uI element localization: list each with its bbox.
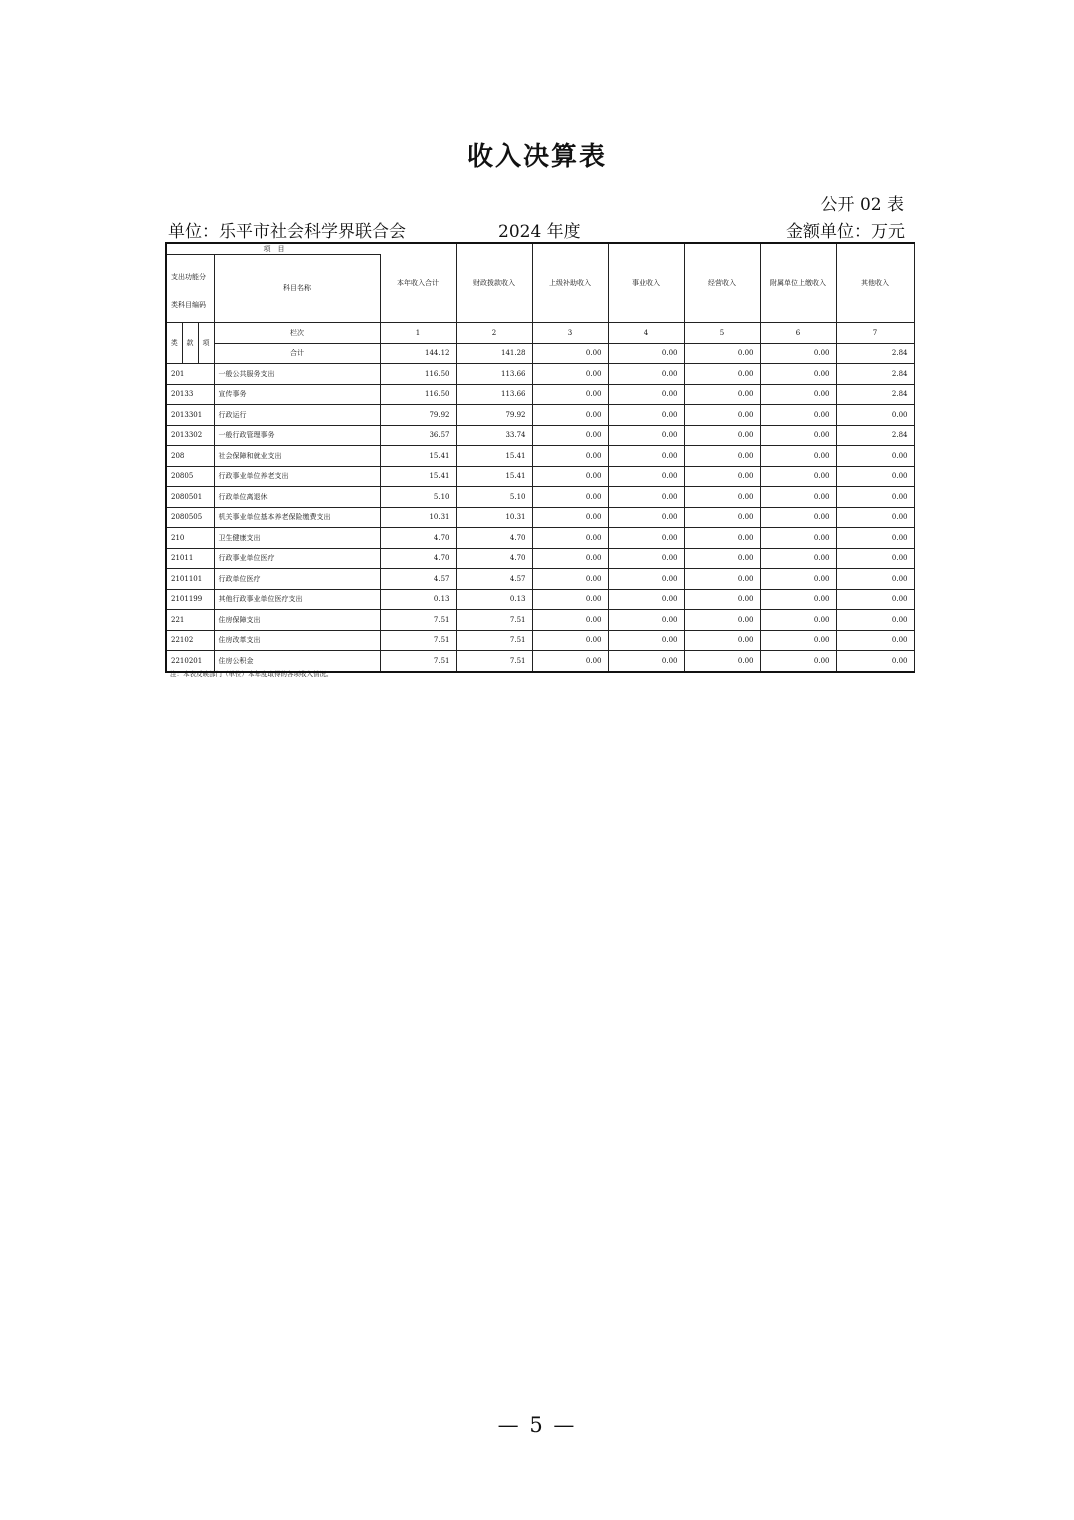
col-header-5: 经营收入	[684, 243, 760, 323]
subject-name: 住房保障支出	[214, 610, 380, 631]
amount-cell: 0.00	[760, 466, 836, 487]
amount-cell: 0.00	[532, 610, 608, 631]
total-value-3: 0.00	[532, 343, 608, 364]
amount-cell: 0.00	[684, 589, 760, 610]
table-row	[166, 405, 914, 426]
table-row	[166, 630, 914, 651]
subject-name: 行政事业单位医疗	[214, 548, 380, 569]
subject-name: 一般公共服务支出	[214, 364, 380, 385]
col-number-7: 7	[836, 323, 914, 344]
col-header-4: 事业收入	[608, 243, 684, 323]
amount-cell: 116.50	[380, 364, 456, 385]
amount-cell: 0.00	[532, 651, 608, 672]
amount-cell: 0.00	[532, 507, 608, 528]
table-note: 注：本表反映部门（单位）本年度取得的各项收入情况。	[170, 670, 333, 678]
amount-cell: 0.00	[608, 487, 684, 508]
income-table	[165, 242, 915, 673]
subject-name: 机关事业单位基本养老保险缴费支出	[214, 507, 380, 528]
amount-cell: 0.00	[608, 446, 684, 467]
amount-cell: 2.84	[836, 425, 914, 446]
subject-name: 一般行政管理事务	[214, 425, 380, 446]
amount-cell: 15.41	[456, 446, 532, 467]
amount-cell: 0.00	[836, 630, 914, 651]
total-value-1: 144.12	[380, 343, 456, 364]
amount-cell: 0.00	[684, 651, 760, 672]
amount-cell: 0.00	[684, 548, 760, 569]
table-row	[166, 446, 914, 467]
col-header-7: 其他收入	[836, 243, 914, 323]
func-class-code-bottom: 类科目编码	[171, 301, 206, 309]
page-title: 收入决算表	[466, 142, 607, 172]
subject-code: 22102	[166, 630, 214, 651]
subject-code: 2013301	[166, 405, 214, 426]
amount-cell: 7.51	[380, 610, 456, 631]
amount-cell: 0.00	[836, 507, 914, 528]
subject-code: 221	[166, 610, 214, 631]
amount-cell: 0.00	[532, 569, 608, 590]
func-class-code-header	[166, 243, 285, 323]
amount-cell: 0.00	[684, 446, 760, 467]
subject-code: 2101199	[166, 589, 214, 610]
amount-cell: 0.00	[760, 507, 836, 528]
amount-cell: 36.57	[380, 425, 456, 446]
amount-cell: 0.00	[532, 384, 608, 405]
subject-code: 2080501	[166, 487, 214, 508]
amount-cell: 5.10	[380, 487, 456, 508]
amount-cell: 0.00	[684, 507, 760, 528]
amount-cell: 0.00	[836, 589, 914, 610]
col-number-6: 6	[760, 323, 836, 344]
amount-cell: 0.00	[836, 446, 914, 467]
total-label: 合计	[214, 343, 380, 364]
total-value-2: 141.28	[456, 343, 532, 364]
amount-cell: 0.00	[608, 589, 684, 610]
subject-name: 宣传事务	[214, 384, 380, 405]
table-row	[166, 589, 914, 610]
total-value-5: 0.00	[684, 343, 760, 364]
amount-cell: 0.00	[608, 425, 684, 446]
amount-cell: 4.70	[380, 548, 456, 569]
amount-cell: 0.00	[836, 651, 914, 672]
subject-code: 21011	[166, 548, 214, 569]
meta-row	[165, 217, 913, 241]
amount-cell: 79.92	[380, 405, 456, 426]
subject-name: 住房改革支出	[214, 630, 380, 651]
amount-cell: 0.00	[760, 569, 836, 590]
table-row	[166, 487, 914, 508]
amount-cell: 4.70	[380, 528, 456, 549]
amount-cell: 0.00	[532, 630, 608, 651]
amount-cell: 7.51	[456, 651, 532, 672]
amount-cell: 0.00	[760, 405, 836, 426]
amount-cell: 0.00	[532, 528, 608, 549]
subject-code: 2210201	[166, 651, 214, 672]
amount-cell: 0.00	[608, 507, 684, 528]
total-value-4: 0.00	[608, 343, 684, 364]
amount-cell: 0.00	[760, 610, 836, 631]
amount-cell: 0.00	[836, 466, 914, 487]
amount-unit-label: 金额单位：万元	[786, 222, 905, 242]
amount-cell: 10.31	[456, 507, 532, 528]
lei-header: 类	[166, 323, 182, 364]
amount-cell: 0.00	[836, 487, 914, 508]
header-row	[166, 243, 914, 323]
amount-cell: 0.00	[532, 487, 608, 508]
subject-name: 其他行政事业单位医疗支出	[214, 589, 380, 610]
table-row	[166, 384, 914, 405]
amount-cell: 33.74	[456, 425, 532, 446]
col-number-5: 5	[684, 323, 760, 344]
amount-cell: 15.41	[380, 446, 456, 467]
total-value-7: 2.84	[836, 343, 914, 364]
subject-name: 卫生健康支出	[214, 528, 380, 549]
col-header-1: 本年收入合计	[380, 243, 456, 323]
amount-cell: 0.00	[608, 466, 684, 487]
subject-code: 208	[166, 446, 214, 467]
amount-cell: 0.00	[608, 528, 684, 549]
amount-cell: 0.00	[684, 384, 760, 405]
subject-name: 行政单位离退休	[214, 487, 380, 508]
subject-name: 行政运行	[214, 405, 380, 426]
subject-code: 20133	[166, 384, 214, 405]
amount-cell: 0.00	[760, 425, 836, 446]
table-row	[166, 528, 914, 549]
amount-cell: 0.00	[608, 364, 684, 385]
amount-cell: 5.10	[456, 487, 532, 508]
subject-name: 行政单位医疗	[214, 569, 380, 590]
amount-cell: 0.00	[684, 610, 760, 631]
amount-cell: 79.92	[456, 405, 532, 426]
amount-cell: 0.00	[532, 446, 608, 467]
amount-cell: 0.00	[760, 446, 836, 467]
amount-cell: 0.00	[684, 487, 760, 508]
table-row	[166, 466, 914, 487]
amount-cell: 15.41	[380, 466, 456, 487]
table-row	[166, 610, 914, 631]
col-header-2: 财政拨款收入	[456, 243, 532, 323]
form-code: 公开 02 表	[820, 195, 904, 215]
amount-cell: 7.51	[456, 630, 532, 651]
amount-cell: 0.00	[608, 651, 684, 672]
amount-cell: 15.41	[456, 466, 532, 487]
amount-cell: 4.57	[456, 569, 532, 590]
amount-cell: 0.00	[532, 548, 608, 569]
subject-name: 行政事业单位养老支出	[214, 466, 380, 487]
amount-cell: 0.00	[608, 405, 684, 426]
amount-cell: 0.00	[760, 548, 836, 569]
amount-cell: 113.66	[456, 384, 532, 405]
amount-cell: 2.84	[836, 364, 914, 385]
kuan-header: 款	[182, 323, 198, 364]
col-number-3: 3	[532, 323, 608, 344]
amount-cell: 0.00	[836, 528, 914, 549]
amount-cell: 0.00	[532, 405, 608, 426]
col-number-row	[166, 323, 914, 344]
func-class-code-top: 支出功能分	[171, 273, 206, 281]
amount-cell: 0.00	[532, 364, 608, 385]
col-header-6: 附属单位上缴收入	[760, 243, 836, 323]
unit-label: 单位：乐平市社会科学界联合会	[168, 222, 406, 242]
amount-cell: 0.00	[532, 425, 608, 446]
table-row	[166, 364, 914, 385]
subject-name: 社会保障和就业支出	[214, 446, 380, 467]
lanci-label: 栏次	[214, 323, 380, 344]
amount-cell: 10.31	[380, 507, 456, 528]
amount-cell: 4.70	[456, 548, 532, 569]
amount-cell: 0.13	[456, 589, 532, 610]
amount-cell: 116.50	[380, 384, 456, 405]
amount-cell: 0.00	[608, 610, 684, 631]
amount-cell: 0.00	[684, 569, 760, 590]
amount-cell: 4.57	[380, 569, 456, 590]
subject-code: 210	[166, 528, 214, 549]
table-row	[166, 425, 914, 446]
subject-name-header: 科目名称	[214, 243, 380, 323]
amount-cell: 7.51	[456, 610, 532, 631]
amount-cell: 0.00	[760, 487, 836, 508]
subject-code: 2101101	[166, 569, 214, 590]
year-label: 2024 年度	[498, 222, 581, 242]
amount-cell: 0.00	[760, 651, 836, 672]
xiang-header: 项	[198, 323, 214, 364]
amount-cell: 0.00	[684, 466, 760, 487]
total-row	[166, 343, 914, 364]
amount-cell: 113.66	[456, 364, 532, 385]
amount-cell: 0.13	[380, 589, 456, 610]
amount-cell: 7.51	[380, 630, 456, 651]
amount-cell: 0.00	[684, 425, 760, 446]
amount-cell: 0.00	[760, 528, 836, 549]
amount-cell: 0.00	[836, 405, 914, 426]
amount-cell: 0.00	[608, 630, 684, 651]
amount-cell: 0.00	[760, 630, 836, 651]
amount-cell: 0.00	[760, 384, 836, 405]
amount-cell: 0.00	[684, 405, 760, 426]
col-number-1: 1	[380, 323, 456, 344]
amount-cell: 0.00	[836, 548, 914, 569]
subject-code: 2080505	[166, 507, 214, 528]
amount-cell: 2.84	[836, 384, 914, 405]
table-row	[166, 548, 914, 569]
amount-cell: 0.00	[684, 364, 760, 385]
amount-cell: 0.00	[684, 630, 760, 651]
col-number-2: 2	[456, 323, 532, 344]
page-number: — 5 —	[497, 1413, 577, 1437]
total-value-6: 0.00	[760, 343, 836, 364]
table-row	[166, 507, 914, 528]
table-row	[166, 569, 914, 590]
amount-cell: 0.00	[608, 569, 684, 590]
col-number-4: 4	[608, 323, 684, 344]
amount-cell: 0.00	[836, 569, 914, 590]
amount-cell: 0.00	[760, 589, 836, 610]
amount-cell: 0.00	[836, 610, 914, 631]
amount-cell: 0.00	[532, 466, 608, 487]
subject-code: 20805	[166, 466, 214, 487]
subject-code: 2013302	[166, 425, 214, 446]
amount-cell: 0.00	[760, 364, 836, 385]
amount-cell: 0.00	[684, 528, 760, 549]
subject-code: 201	[166, 364, 214, 385]
amount-cell: 4.70	[456, 528, 532, 549]
amount-cell: 0.00	[608, 384, 684, 405]
project-header: 项 目	[167, 244, 381, 255]
amount-cell: 0.00	[532, 589, 608, 610]
col-header-3: 上级补助收入	[532, 243, 608, 323]
subject-name: 住房公积金	[214, 651, 380, 672]
amount-cell: 7.51	[380, 651, 456, 672]
amount-cell: 0.00	[608, 548, 684, 569]
